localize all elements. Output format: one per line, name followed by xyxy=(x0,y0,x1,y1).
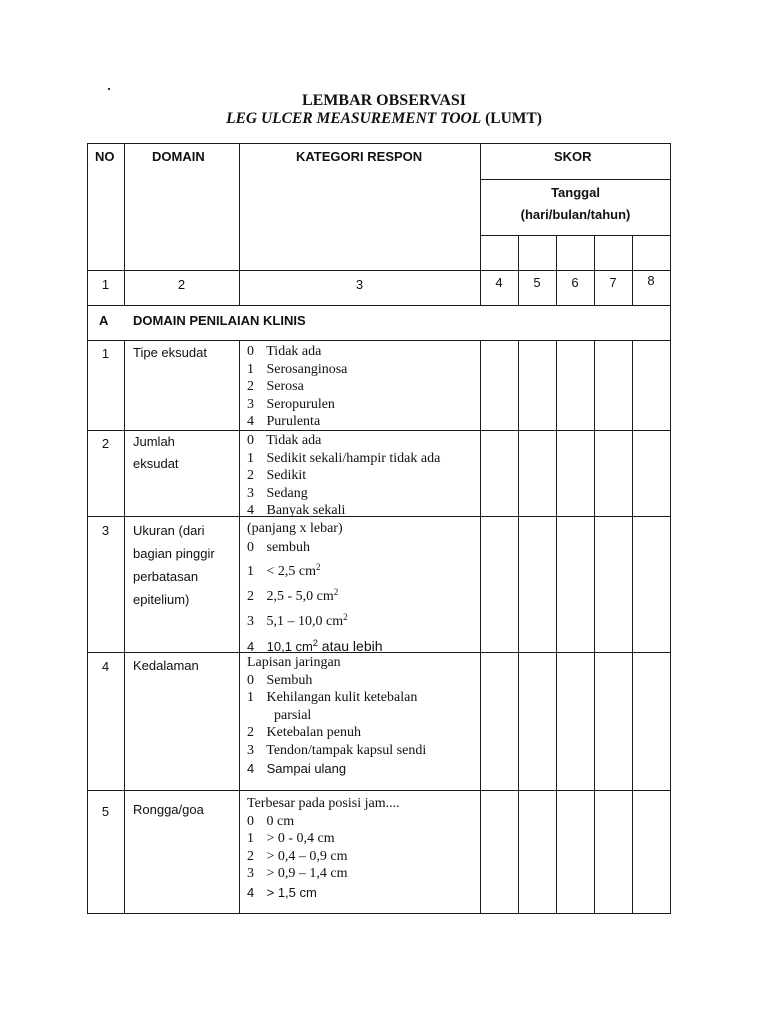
document-title: LEMBAR OBSERVASI xyxy=(301,92,467,109)
response-option: 3 Seropurulen xyxy=(247,396,335,412)
row-number: 3 xyxy=(101,523,110,538)
row-number: 5 xyxy=(101,804,110,819)
row-domain-line: bagian pinggir xyxy=(133,546,215,561)
response-option: 1 Serosanginosa xyxy=(247,361,348,377)
response-intro: (panjang x lebar) xyxy=(247,521,343,536)
row-number: 1 xyxy=(101,346,110,361)
header-no: NO xyxy=(95,149,115,164)
response-option: 0 Tidak ada xyxy=(247,433,322,448)
row-domain-line: eksudat xyxy=(133,456,179,471)
response-option: 3 Tendon/tampak kapsul sendi xyxy=(247,742,427,758)
response-option: 1 Kehilangan kulit ketebalan xyxy=(247,690,418,705)
row-domain xyxy=(133,799,204,821)
row-domain xyxy=(133,655,199,677)
column-number: 8 xyxy=(647,273,655,288)
header-domain: DOMAIN xyxy=(152,149,205,164)
response-option: 0 sembuh xyxy=(247,540,311,555)
response-option: 4 Purulenta xyxy=(247,414,321,429)
response-option: 0 Tidak ada xyxy=(247,344,322,359)
response-intro: Lapisan jaringan xyxy=(247,655,341,670)
row-domain xyxy=(133,342,207,364)
response-option: 0 Sembuh xyxy=(247,672,313,688)
response-option: 2 Sedikit xyxy=(247,468,307,483)
row-number: 4 xyxy=(101,659,110,674)
row-domain-line: Tipe eksudat xyxy=(133,345,207,360)
column-number: 2 xyxy=(177,277,186,292)
column-number: 3 xyxy=(355,277,364,292)
response-option: 4 Sampai ulang xyxy=(247,761,347,776)
subtitle-suffix: (LUMT) xyxy=(485,110,542,127)
row-domain-line: Jumlah xyxy=(133,434,175,449)
column-number: 7 xyxy=(609,275,617,290)
row-domain xyxy=(133,519,215,611)
response-option: 0 0 cm xyxy=(247,813,295,829)
response-option: 3 > 0,9 – 1,4 cm xyxy=(247,866,348,881)
column-number: 4 xyxy=(495,275,503,290)
row-domain-line: epitelium) xyxy=(133,592,190,607)
header-date-format: (hari/bulan/tahun) xyxy=(520,207,631,222)
response-options xyxy=(247,519,383,658)
response-option: 1 < 2,5 $cm^2$ xyxy=(247,562,321,579)
response-option: 4 Banyak sekali xyxy=(247,503,346,518)
response-options xyxy=(247,343,347,431)
section-code: A xyxy=(99,313,109,328)
response-option: 4 > 1,5 cm xyxy=(247,884,317,900)
row-domain-line: Kedalaman xyxy=(133,658,199,673)
response-option: 1 Sedikit sekali/hampir tidak ada xyxy=(247,450,441,466)
response-options xyxy=(247,795,400,903)
response-option: 2 2,5 - 5,0 $cm^2$ xyxy=(247,587,339,604)
column-number: 1 xyxy=(101,277,110,292)
column-number: 6 xyxy=(571,275,579,290)
response-option: 2 Ketebalan penuh xyxy=(247,725,361,740)
response-intro: Terbesar pada posisi jam.... xyxy=(247,796,400,811)
row-domain xyxy=(133,431,179,475)
header-date xyxy=(480,182,671,226)
response-options xyxy=(247,654,426,779)
response-option: 1 > 0 - 0,4 cm xyxy=(247,831,335,846)
response-option-continuation: parsial xyxy=(274,707,312,723)
response-options xyxy=(247,432,440,520)
row-domain-line: Rongga/goa xyxy=(133,802,204,817)
response-option: 3 Sedang xyxy=(247,485,308,501)
response-option: 3 5,1 – 10,0 $cm^2$ xyxy=(247,612,348,629)
header-category: KATEGORI RESPON xyxy=(296,149,423,164)
section-title: DOMAIN PENILAIAN KLINIS xyxy=(133,313,306,328)
subtitle-italic: LEG ULCER MEASUREMENT TOOL xyxy=(226,110,482,127)
row-domain-line: perbatasan xyxy=(133,569,199,584)
column-number: 5 xyxy=(533,275,541,290)
header-date-label: Tanggal xyxy=(551,185,600,200)
response-option: 4 10,1 $cm^2$ atau lebih xyxy=(247,638,383,654)
scan-speck xyxy=(108,88,110,90)
document-subtitle xyxy=(0,110,768,128)
response-option: 2 Serosa xyxy=(247,379,304,394)
row-number: 2 xyxy=(101,436,110,451)
response-option: 2 > 0,4 – 0,9 cm xyxy=(247,848,348,864)
header-score: SKOR xyxy=(554,149,592,164)
row-domain-line: Ukuran (dari xyxy=(133,523,205,538)
